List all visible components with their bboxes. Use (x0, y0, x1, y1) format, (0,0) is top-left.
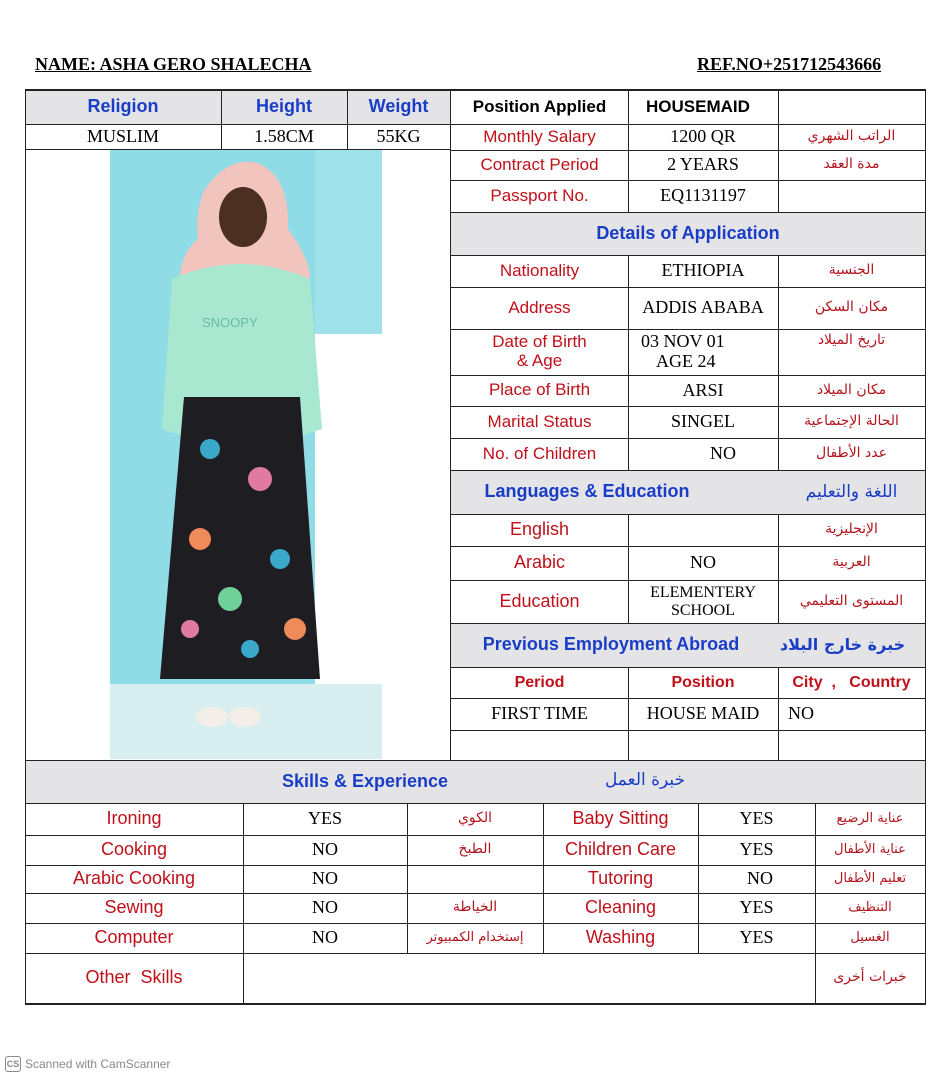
skill-arabic-cooking-value: NO (312, 868, 338, 889)
position-header: Position (671, 673, 735, 691)
address-arabic: مكان السكن (814, 299, 889, 316)
skill-cleaning-value: YES (739, 897, 774, 918)
height-label: Height (256, 96, 312, 117)
religion-label: Religion (87, 96, 159, 117)
contract-period-label: Contract Period (480, 154, 599, 174)
skill-ironing-label: Ironing (106, 808, 162, 829)
passport-label: Passport No. (490, 185, 589, 205)
monthly-salary-value: 1200 QR (670, 126, 736, 147)
skill-arabic-cooking-arabic (407, 865, 543, 893)
dob-label-line1: Date of Birth (492, 332, 587, 352)
place-of-birth-value: ARSI (682, 379, 724, 400)
children-label: No. of Children (482, 443, 597, 463)
age-value: AGE 24 (656, 351, 716, 371)
skills-title: Skills & Experience (281, 770, 449, 791)
employment-title-arabic: خبرة خارج البلاد (779, 635, 906, 655)
camscanner-logo-icon: CS (5, 1056, 21, 1072)
skill-baby-sitting-label: Baby Sitting (572, 808, 669, 829)
candidate-name: NAME: ASHA GERO SHALECHA (35, 54, 312, 74)
passport-arabic (778, 180, 925, 212)
dob-value (628, 329, 778, 375)
employment-country-empty (778, 730, 925, 760)
monthly-salary-arabic: الراتب الشهري (807, 128, 896, 145)
skill-cleaning-arabic: التنظيف (848, 899, 892, 915)
place-of-birth-label: Place of Birth (488, 380, 591, 400)
position-applied-value: HOUSEMAID (646, 96, 750, 116)
weight-label: Weight (368, 96, 429, 117)
education-label: Education (499, 590, 580, 611)
svg-text:SNOOPY: SNOOPY (202, 315, 258, 330)
marital-status-arabic: الحالة الإجتماعية (804, 413, 899, 430)
skill-cleaning-label: Cleaning (584, 897, 657, 918)
languages-title-arabic: اللغة والتعليم (805, 481, 898, 502)
nationality-value: ETHIOPIA (661, 260, 745, 281)
skill-cooking-arabic: الطبخ (458, 841, 492, 858)
skill-washing-value: YES (739, 927, 774, 948)
nationality-arabic: الجنسية (828, 262, 875, 279)
skill-sewing-value: NO (312, 897, 338, 918)
skills-title-arabic: خبرة العمل (604, 769, 686, 790)
skill-sewing-arabic: الخياطة (452, 899, 498, 916)
english-label: English (509, 519, 570, 540)
skill-washing-arabic: الغسيل (850, 929, 890, 945)
marital-status-label: Marital Status (487, 411, 592, 431)
nationality-label: Nationality (499, 260, 580, 280)
passport-value: EQ1131197 (660, 185, 746, 206)
marital-status-value: SINGEL (671, 411, 735, 432)
skill-computer-arabic: إستخدام الكمبيوتر (426, 929, 524, 945)
children-value: NO (710, 443, 736, 464)
arabic-label: Arabic (513, 552, 566, 573)
period-header: Period (514, 673, 565, 691)
position-applied-label: Position Applied (472, 96, 607, 116)
other-skills-label: Other Skills (85, 967, 183, 988)
employment-period-empty (451, 730, 628, 760)
details-title: Details of Application (596, 222, 780, 243)
skill-washing-label: Washing (585, 927, 656, 948)
skill-computer-value: NO (312, 927, 338, 948)
skill-children-care-label: Children Care (564, 839, 677, 860)
english-arabic: الإنجليزية (825, 521, 878, 538)
reference-number: REF.NO+251712543666 (697, 54, 882, 74)
skill-cooking-label: Cooking (100, 839, 168, 860)
candidate-photo (110, 149, 382, 759)
other-skills-value (243, 953, 815, 1003)
skill-baby-sitting-arabic: عناية الرضيع (836, 810, 904, 826)
monthly-salary-label: Monthly Salary (483, 126, 596, 146)
skill-tutoring-arabic: تعليم الأطفال (833, 870, 907, 886)
height-value: 1.58CM (254, 125, 314, 146)
languages-title: Languages & Education (484, 481, 690, 502)
education-arabic: المستوى التعليمي (799, 592, 904, 609)
skill-children-care-arabic: عناية الأطفال (834, 841, 906, 857)
employment-period-value: FIRST TIME (491, 703, 588, 724)
contract-period-arabic: مدة العقد (823, 156, 880, 173)
arabic-arabic: العربية (832, 554, 871, 571)
weight-value: 55KG (376, 125, 421, 146)
skill-sewing-label: Sewing (104, 897, 164, 918)
dob-arabic: تاريخ الميلاد (817, 332, 886, 349)
skill-baby-sitting-value: YES (739, 808, 774, 829)
camscanner-text: Scanned with CamScanner (25, 1057, 171, 1071)
city-country-header: City , Country (792, 673, 911, 691)
other-skills-arabic: خبرات أخرى (833, 969, 907, 986)
children-arabic: عدد الأطفال (816, 445, 887, 462)
arabic-value: NO (690, 552, 716, 573)
dob-date: 03 NOV 01 (641, 331, 725, 352)
education-value-line1: ELEMENTERY (650, 583, 756, 601)
skill-computer-label: Computer (94, 927, 174, 948)
employment-country-value: NO (788, 703, 814, 724)
education-value-line2: SCHOOL (670, 601, 735, 619)
skill-cooking-value: NO (312, 839, 338, 860)
skill-children-care-value: YES (739, 839, 774, 860)
contract-period-value: 2 YEARS (667, 154, 739, 175)
place-of-birth-arabic: مكان الميلاد (816, 381, 887, 398)
skill-ironing-arabic: الكوي (457, 810, 493, 827)
dob-label-line2: & Age (516, 351, 563, 370)
religion-value: MUSLIM (86, 125, 159, 146)
employment-position-value: HOUSE MAID (646, 703, 760, 724)
skill-tutoring-value: NO (747, 868, 773, 889)
skill-tutoring-label: Tutoring (587, 868, 654, 889)
employment-position-empty (628, 730, 778, 760)
dob-label (451, 329, 628, 375)
english-value (628, 514, 778, 546)
address-label: Address (508, 297, 571, 317)
address-value: ADDIS ABABA (642, 297, 764, 318)
employment-title: Previous Employment Abroad (482, 634, 740, 655)
education-value (628, 580, 778, 623)
camscanner-footer (5, 1056, 170, 1072)
skill-arabic-cooking-label: Arabic Cooking (72, 868, 196, 889)
skill-ironing-value: YES (307, 808, 342, 829)
